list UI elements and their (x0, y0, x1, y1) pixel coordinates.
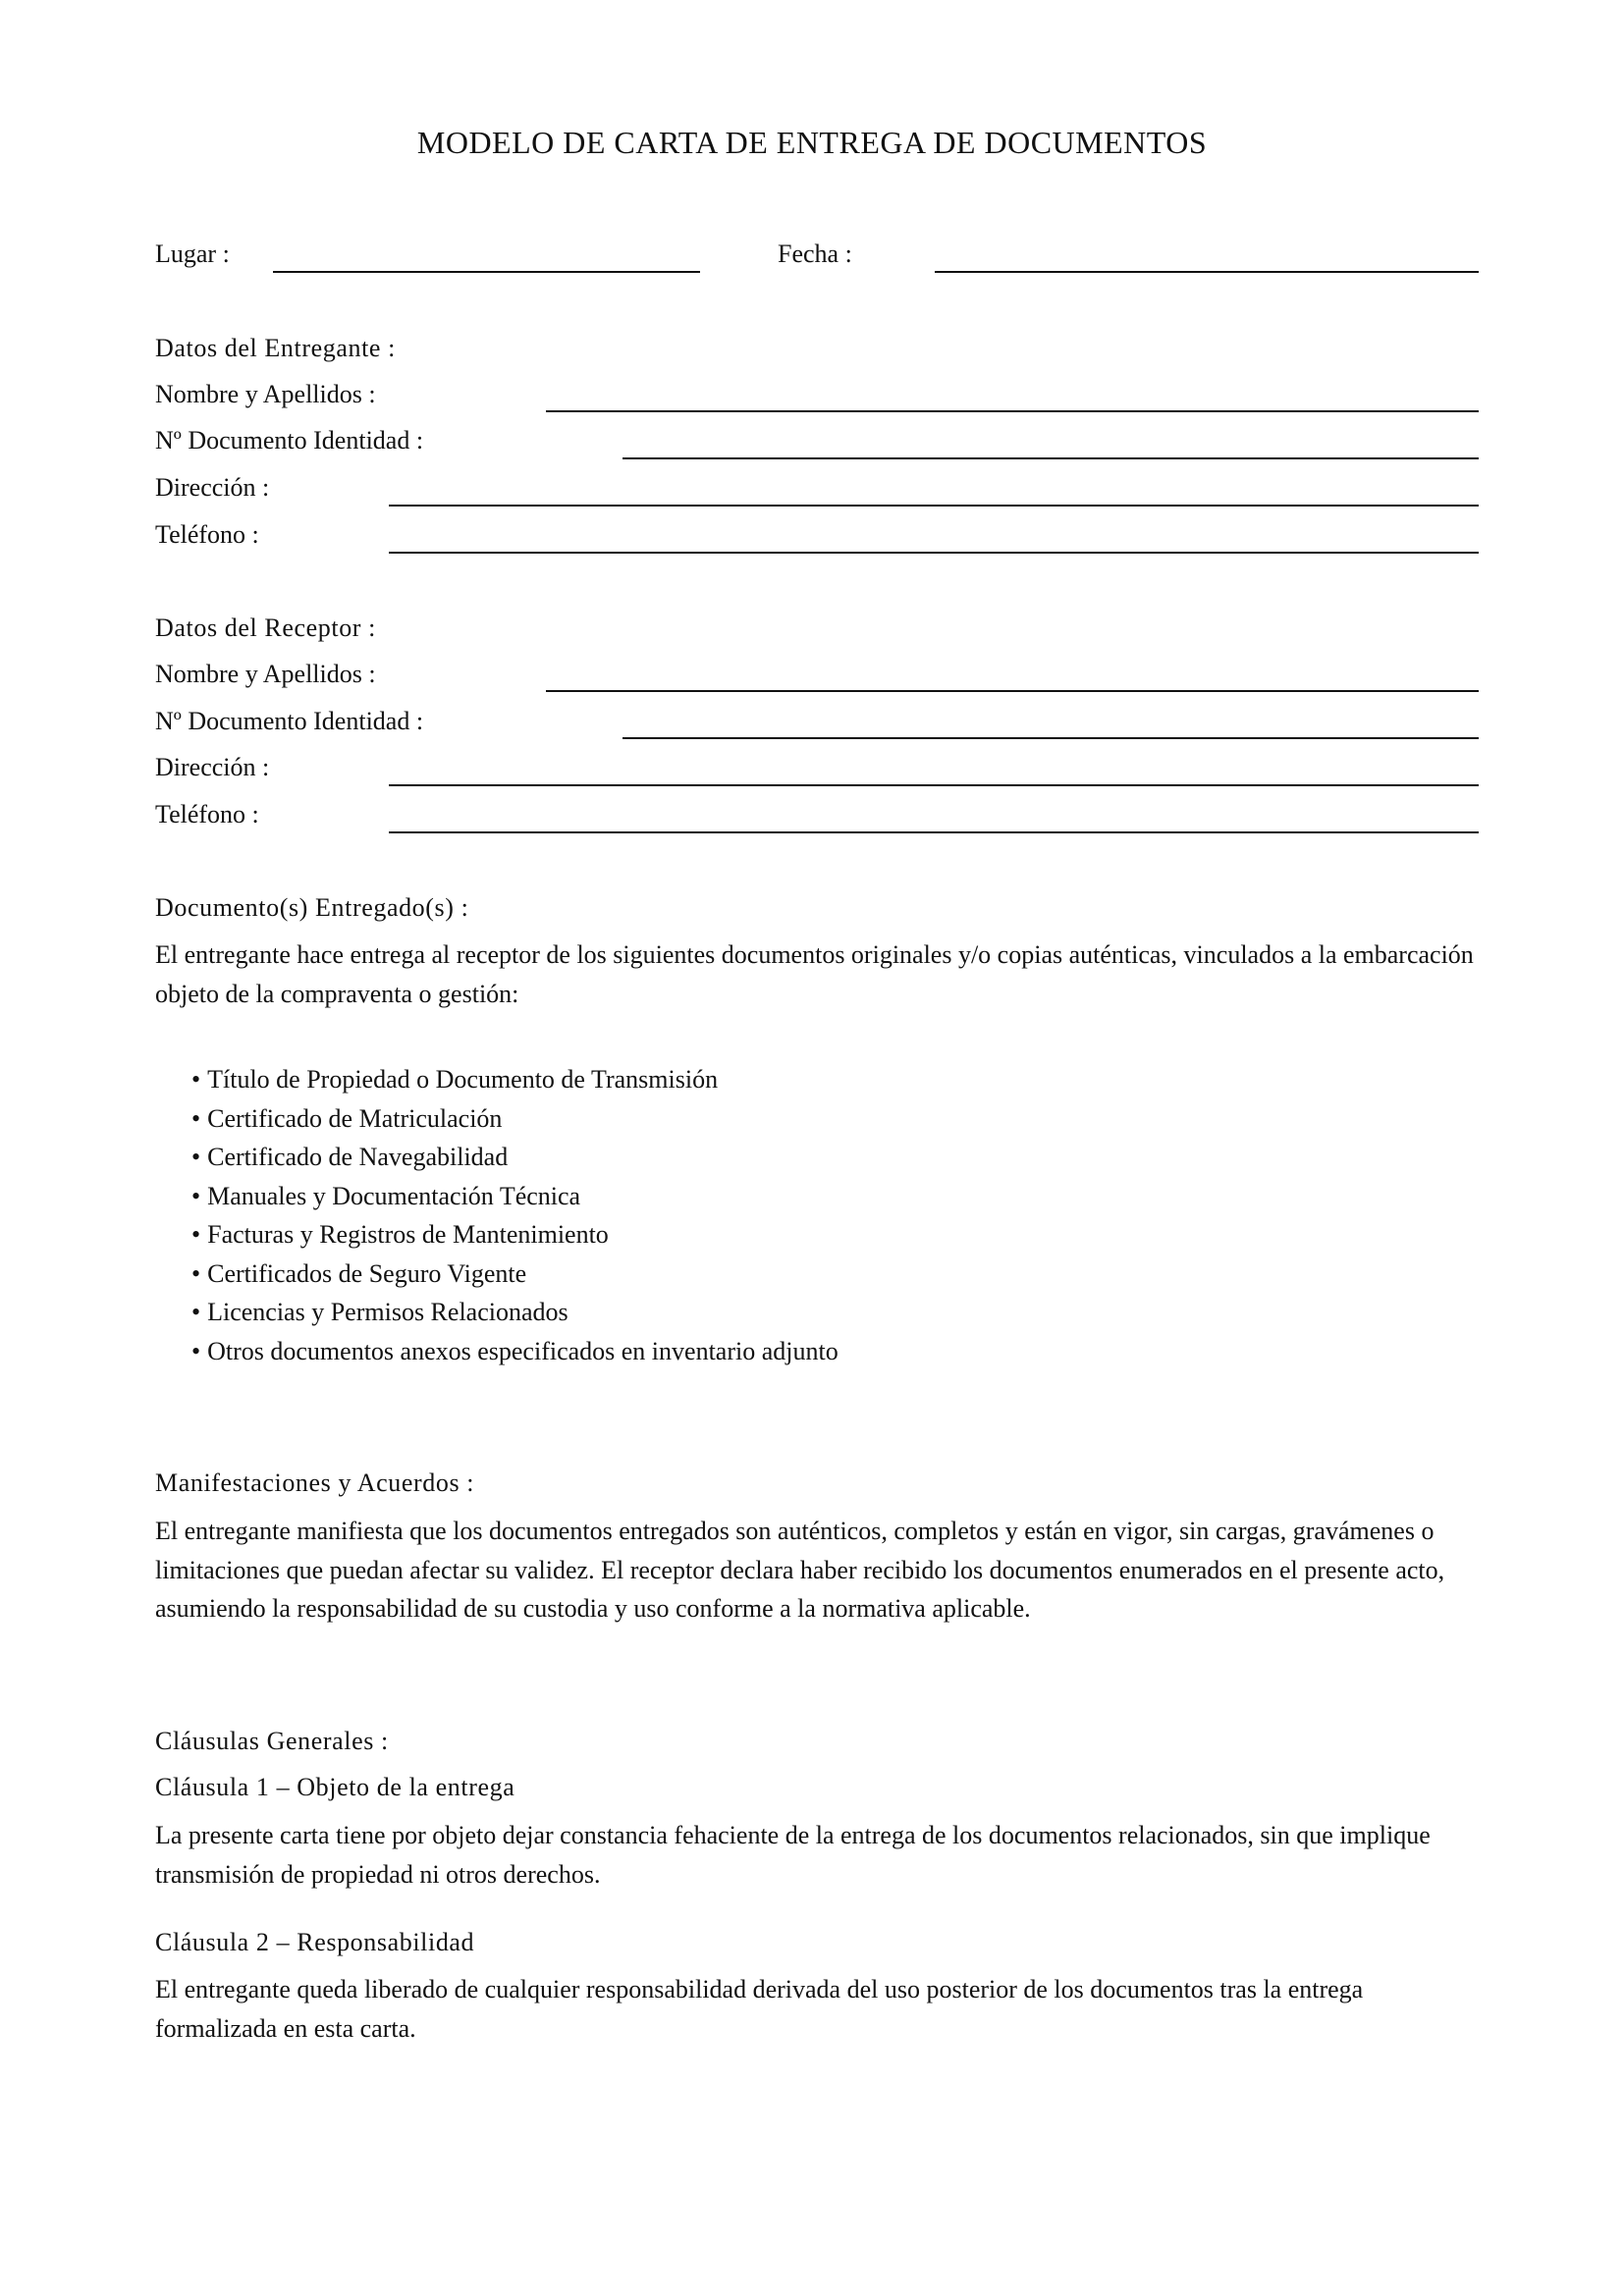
receptor-telefono-label: Teléfono : (155, 800, 259, 828)
documentos-intro: El entregante hace entrega al receptor de los siguientes documentos originales y/o copias auténticas, vinculados a la embarcación objeto de la compraventa o gestión: (155, 940, 1474, 1008)
list-item: • Certificados de Seguro Vigente (191, 1255, 839, 1294)
entregante-documento-field[interactable] (623, 457, 1479, 459)
list-item: • Certificado de Matriculación (191, 1099, 839, 1139)
page-title: MODELO DE CARTA DE ENTREGA DE DOCUMENTOS (416, 125, 1208, 160)
list-item: • Licencias y Permisos Relacionados (191, 1293, 839, 1332)
fecha-label: Fecha : (778, 240, 852, 268)
receptor-documento-label: Nº Documento Identidad : (155, 707, 424, 735)
clausula-2-text: El entregante queda liberado de cualquier responsabilidad derivada del uso posterior de los documentos tras la entrega formalizada en esta carta. (155, 1975, 1364, 2043)
documentos-list (191, 1060, 839, 1370)
clausulas-section-label: Cláusulas Generales : (155, 1727, 389, 1755)
entregante-section-label: Datos del Entregante : (155, 334, 396, 362)
entregante-telefono-label: Teléfono : (155, 520, 259, 549)
list-item: • Facturas y Registros de Mantenimiento (191, 1215, 839, 1255)
list-item: • Certificado de Navegabilidad (191, 1138, 839, 1177)
receptor-telefono-field[interactable] (389, 831, 1479, 833)
lugar-label: Lugar : (155, 240, 230, 268)
entregante-direccion-label: Dirección : (155, 473, 270, 502)
receptor-documento-field[interactable] (623, 737, 1479, 739)
receptor-direccion-label: Dirección : (155, 753, 270, 781)
entregante-nombre-field[interactable] (546, 410, 1479, 412)
documentos-section-label: Documento(s) Entregado(s) : (155, 893, 469, 922)
manifestaciones-section-label: Manifestaciones y Acuerdos : (155, 1468, 475, 1497)
list-item: • Otros documentos anexos especificados en inventario adjunto (191, 1332, 839, 1371)
manifestaciones-text: El entregante manifiesta que los documentos entregados son auténticos, completos y están en vigor, sin cargas, gravámenes o limitaciones que puedan afectar su validez. El receptor declara haber recibido los documentos enumerados en el presente acto, asumiendo la responsabilidad de su custodia y uso conforme a la normativa aplicable. (155, 1517, 1445, 1623)
clausula-2-title: Cláusula 2 – Responsabilidad (155, 1928, 475, 1956)
receptor-direccion-field[interactable] (389, 784, 1479, 786)
clausula-1-title: Cláusula 1 – Objeto de la entrega (155, 1773, 515, 1801)
clausula-1-text: La presente carta tiene por objeto dejar constancia fehaciente de la entrega de los documentos relacionados, sin que implique transmisión de propiedad ni otros derechos. (155, 1821, 1431, 1889)
entregante-direccion-field[interactable] (389, 505, 1479, 507)
receptor-section-label: Datos del Receptor : (155, 614, 376, 642)
entregante-telefono-field[interactable] (389, 552, 1479, 554)
lugar-field[interactable] (273, 271, 700, 273)
list-item: • Título de Propiedad o Documento de Transmisión (191, 1060, 839, 1099)
fecha-field[interactable] (935, 271, 1479, 273)
entregante-nombre-label: Nombre y Apellidos : (155, 380, 376, 408)
receptor-nombre-field[interactable] (546, 690, 1479, 692)
list-item: • Manuales y Documentación Técnica (191, 1177, 839, 1216)
receptor-nombre-label: Nombre y Apellidos : (155, 660, 376, 688)
entregante-documento-label: Nº Documento Identidad : (155, 426, 424, 454)
